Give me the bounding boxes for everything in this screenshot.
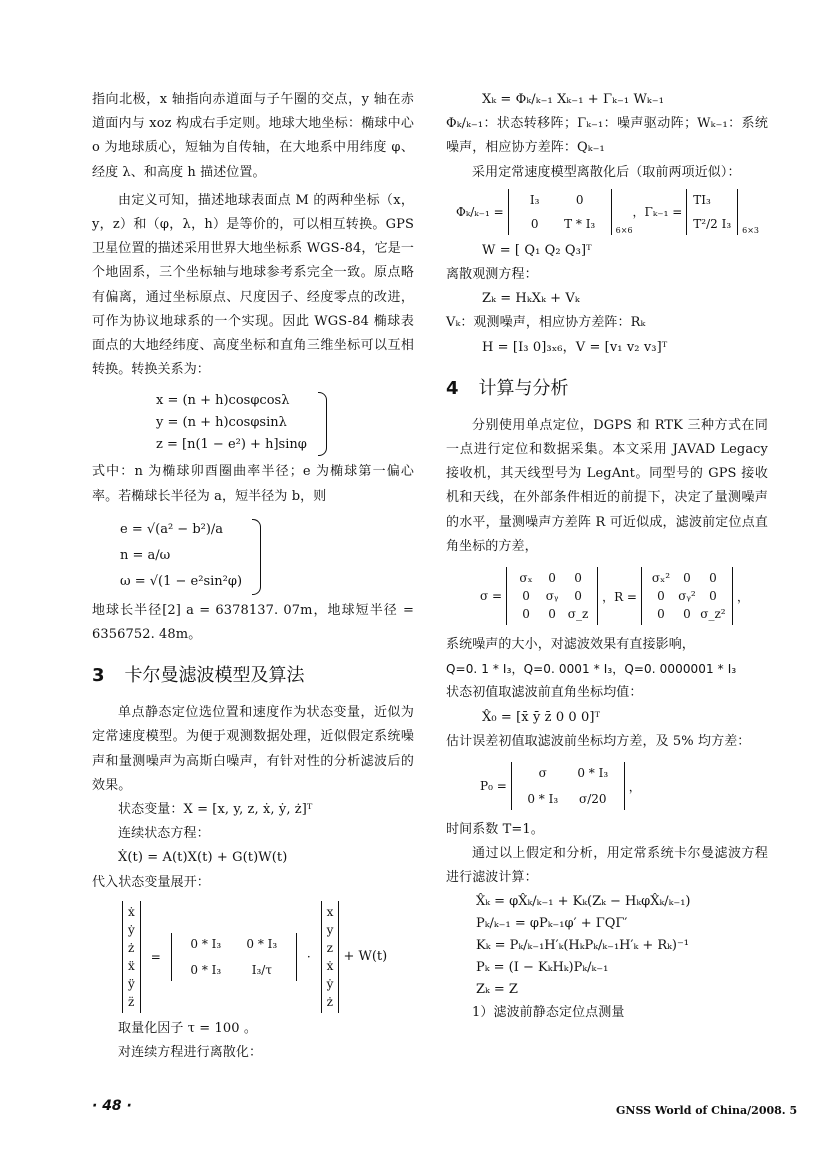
paragraph: 状态初值取滤波前直角坐标均值： [446, 685, 643, 701]
page-number: · 48 · [92, 1098, 132, 1114]
paragraph: 由定义可知，描述地球表面点 M 的两种坐标（x，y，z）和（φ，λ，h）是等价的，可以相互转换。GPS 卫星位置的描述采用世界大地坐标系 WGS-84，它是一个地固系，三个坐标轴与地球参考系完全一致。原点略有偏离，通过坐标原点、尺度因子、经度零点的改进，可作为协议地球系的一个实现。因此 WGS-84 椭球表面点的大地经纬度、高度坐标和直角三维坐标可以互相转换。转换关系为： [92, 192, 414, 378]
equation-discrete: Xₖ = Φₖ/ₖ₋₁ Xₖ₋₁ + Γₖ₋₁ Wₖ₋₁ [482, 92, 665, 107]
initial-covariance: P₀ = σ 0 * I₃ 0 * I₃ σ/20 ， [480, 762, 768, 810]
paragraph: 系统噪声的大小，对滤波效果有直接影响， [446, 637, 695, 653]
noise-vector: W = [ Q₁ Q₂ Q₃]ᵀ [482, 242, 592, 258]
paragraph: 代入状态变量展开： [92, 874, 210, 890]
paragraph: 通过以上假定和分析，用定常系统卡尔曼滤波方程进行滤波计算： [446, 846, 768, 886]
equation-block-coordinates [92, 390, 414, 456]
equation-line: Pₖ = (I − KₖHₖ)Pₖ/ₖ₋₁ [476, 959, 609, 975]
state-vector: x y z ẋ ẏ ż [321, 901, 340, 1013]
equation-line: Pₖ/ₖ₋₁ = φPₖ₋₁φ′ + ΓQΓ′ [476, 915, 628, 931]
paragraph: 1）滤波前静态定位点测量 [472, 1004, 625, 1020]
equation-line: e = √(a² − b²)/a [120, 521, 224, 537]
kalman-equations [446, 891, 768, 1001]
matrix-expansion: ẋ ẏ ż ẍ ÿ z̈ = 0 * I₃ 0 * I₃ 0 * I₃ I₃/τ · x y z ẋ ẏ ż + W(t) [118, 901, 414, 1013]
state-derivative-vector: ẋ ẏ ż ẍ ÿ z̈ [122, 901, 141, 1013]
paragraph: 分别使用单点定位，DGPS 和 RTK 三种方式在同一点进行定位和数据采集。本文采用 JAVAD Legacy 接收机，其天线型号为 LegAnt。同型号的 GPS 接收机和天线，在外部条件相近的前提下，决定了量测噪声的水平，量测噪声方差阵 R 可近似成，滤波前定位点直角坐标的方差， [446, 417, 768, 554]
transition-matrices: Φₖ/ₖ₋₁ = I₃ 0 0 T * I₃ 6×6 ，Γₖ₋₁ = TI₃ T²/2 I₃ 6×3 [456, 189, 768, 235]
paragraph: 估计误差初值取滤波前坐标均方差，及 5% 均方差： [446, 733, 751, 749]
observation-matrix: H = [I₃ 0]₃ₓ₆，V = [v₁ v₂ v₃]ᵀ [482, 339, 668, 355]
paragraph: Vₖ：观测噪声，相应协方差阵：Rₖ [446, 315, 646, 331]
q-values: Q=0. 1 * I₃，Q=0. 0001 * I₃，Q=0. 0000001 * I₃ [446, 662, 737, 677]
equation-line: ω = √(1 − e²sin²φ) [120, 573, 243, 589]
initial-state: X̂₀ = [x̄ ȳ z̄ 0 0 0]ᵀ [482, 709, 601, 725]
right-brace [318, 392, 327, 456]
paragraph: Φₖ/ₖ₋₁：状态转移阵；Γₖ₋₁：噪声驱动阵；Wₖ₋₁：系统噪声，相应协方差阵：Qₖ₋₁ [446, 116, 768, 156]
equation-line: x = (n + h)cosφcosλ [156, 393, 290, 409]
paragraph: 时间系数 T=1。 [446, 822, 544, 838]
right-column [446, 88, 768, 1025]
system-matrix-a: 0 * I₃ 0 * I₃ 0 * I₃ I₃/τ [171, 933, 297, 981]
paragraph: 离散观测方程： [446, 267, 538, 283]
journal-footer: GNSS World of China/2008. 5 [616, 1104, 798, 1117]
noise-term: + W(t) [343, 949, 388, 965]
p0-matrix: σ 0 * I₃ 0 * I₃ σ/20 [511, 762, 625, 810]
section-number: 4 [446, 377, 459, 399]
section-number: 3 [92, 665, 105, 687]
paragraph: 连续状态方程： [118, 826, 210, 842]
phi-matrix: I₃ 0 0 T * I₃ [508, 189, 612, 235]
paragraph: 取量化因子 τ = 100 。 [118, 1020, 257, 1036]
equation-line: X̂ₖ = φX̂ₖ/ₖ₋₁ + Kₖ(Zₖ − HₖφX̂ₖ/ₖ₋₁) [476, 893, 691, 909]
section-heading [92, 661, 414, 691]
equation-line: Kₖ = Pₖ/ₖ₋₁H′ₖ(HₖPₖ/ₖ₋₁H′ₖ + Rₖ)⁻¹ [476, 937, 690, 953]
paragraph: 采用定常速度模型离散化后（取前两项近似）： [472, 164, 741, 180]
paragraph: 指向北极，x 轴指向赤道面与子午圈的交点，y 轴在赤道面内与 xoz 构成右手定则。地球大地坐标：椭球中心 o 为地球质心，短轴为自传轴，在大地系中用纬度 φ、经度 λ、和高度 h 描述位置。 [92, 92, 414, 180]
paragraph: 单点静态定位选位置和速度作为状态变量，近似为定常速度模型。为便于观测数据处理，近似假定系统噪声和量测噪声为高斯白噪声，有针对性的分析滤波后的效果。 [92, 705, 414, 793]
right-brace [252, 519, 261, 595]
state-variable-line: 状态变量：X = [x, y, z, ẋ, ẏ, ż]ᵀ [118, 802, 313, 818]
equation-line: n = a/ω [120, 547, 171, 563]
sigma-matrix: σₓ 0 0 0 σᵧ 0 0 0 σ_z [506, 567, 598, 625]
section-title: 计算与分析 [478, 377, 569, 399]
equation-continuous: Ẋ(t) = A(t)X(t) + G(t)W(t) [118, 850, 288, 866]
r-matrix: σₓ² 0 0 0 σᵧ² 0 0 0 σ_z² [641, 567, 733, 625]
covariance-matrices: σ = σₓ 0 0 0 σᵧ 0 0 0 σ_z ，R = σₓ² 0 0 0 σᵧ² 0 0 0 σ_z² ， [480, 567, 768, 625]
section-title: 卡尔曼滤波模型及算法 [124, 665, 305, 687]
left-column [92, 88, 414, 1065]
equation-line: y = (n + h)cosφsinλ [156, 415, 287, 431]
equation-block-ellipsoid [92, 517, 414, 595]
equation-line: z = [n(1 − e²) + h]sinφ [156, 437, 307, 453]
section-heading [446, 374, 768, 404]
paragraph: 地球长半径[2] a = 6378137. 07m，地球短半径 = 6356752. 48m。 [92, 602, 414, 643]
observation-equation: Zₖ = HₖXₖ + Vₖ [482, 291, 580, 307]
equation-line: Zₖ = Z [476, 981, 518, 997]
paragraph: 对连续方程进行离散化： [118, 1045, 263, 1061]
paragraph: 式中：n 为椭球卯酉圈曲率半径；e 为椭球第一偏心率。若椭球长半径为 a，短半径为 b，则 [92, 464, 414, 504]
gamma-matrix: TI₃ T²/2 I₃ [686, 189, 738, 235]
